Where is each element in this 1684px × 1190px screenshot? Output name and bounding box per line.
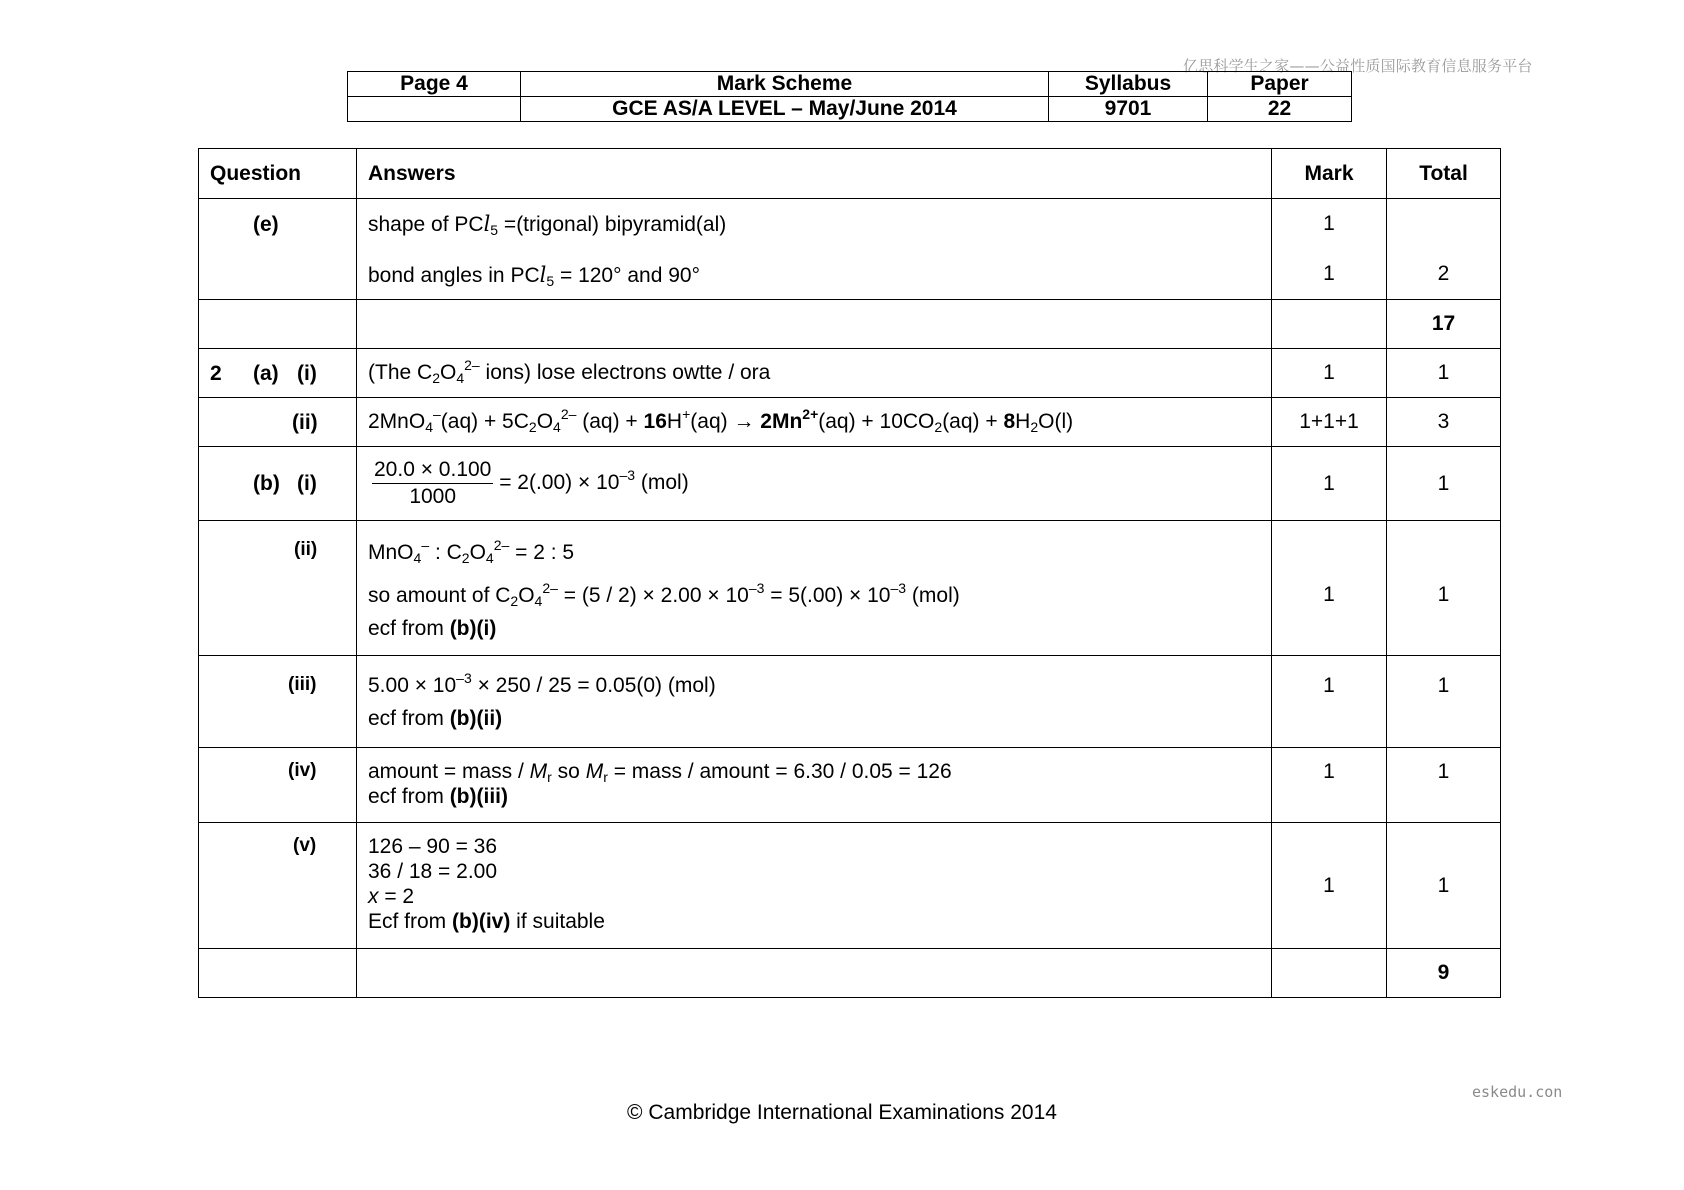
header-paper-label: Paper: [1208, 72, 1352, 97]
table-row: [199, 823, 1501, 949]
answer-line: shape of PCl$_5$ =(trigonal) bipyramid(al): [368, 212, 727, 238]
header-page: Page 4: [348, 72, 521, 97]
total-cell: 1: [1387, 447, 1501, 521]
footer-copyright: © Cambridge International Examinations 2014: [627, 1101, 1057, 1124]
table-row: [199, 949, 1501, 998]
mark-cell: 1: [1272, 823, 1387, 949]
answer-cell: $5.00 \times 10^{-3} \times 250 / 25 = 0.05(0)$ (mol) ecf from (b)(ii): [357, 656, 1272, 748]
mark-cell: 1: [1272, 656, 1387, 748]
answer-cell: $\frac{20.0 \times 0.100}{1000}$ = $2(.00) \times 10^{-3}$ (mol): [357, 447, 1272, 521]
answer-cell: $2MnO_4^-(aq) + 5C_2O_4^{2-}$ $(aq) + 16H^+(aq) \to 2Mn^{2+}(aq) + 10CO_2(aq) + 8H_2O(l)$: [357, 398, 1272, 447]
fraction: $\frac{20.0 \times 0.100}{1000}$: [374, 458, 492, 508]
col-mark: Mark: [1272, 149, 1387, 199]
header-empty: [348, 97, 521, 122]
header-title: Mark Scheme: [521, 72, 1049, 97]
col-total: Total: [1387, 149, 1501, 199]
total-cell: 1: [1387, 521, 1501, 656]
mark-cell: 1: [1272, 447, 1387, 521]
table-row: [199, 521, 1501, 656]
watermark-bottom: eskedu.con: [1472, 1083, 1563, 1101]
watermark-top: 亿思科学生之家——公益性质国际教育信息服务平台: [1183, 57, 1533, 75]
table-row: [199, 349, 1501, 398]
answer-line: bond angles in PCl$_5$ = 120° and 90°: [368, 263, 700, 289]
header-subtitle: GCE AS/A LEVEL – May/June 2014: [521, 97, 1049, 122]
section-total: 17: [1387, 300, 1501, 349]
total-cell: 3: [1387, 398, 1501, 447]
mark-scheme-table: [198, 148, 1501, 998]
question-cell: (iii): [199, 656, 357, 748]
table-row: [199, 447, 1501, 521]
total-cell: 2: [1387, 199, 1501, 300]
answer-cell: (The $C_2O_4^{2-}$ ions) lose electrons owtte / ora: [357, 349, 1272, 398]
total-cell: 1: [1387, 349, 1501, 398]
answer-cell: amount = mass / $M_r$ so $M_r$ = mass / amount = 6.30 / 0.05 = 126 ecf from (b)(iii): [357, 748, 1272, 823]
table-header-row: [199, 149, 1501, 199]
header-syllabus-label: Syllabus: [1049, 72, 1208, 97]
header-paper: 22: [1208, 97, 1352, 122]
mark-cell: 1 1: [1272, 199, 1387, 300]
mark-cell: 1: [1272, 349, 1387, 398]
answer-cell: 126 – 90 = 36 36 / 18 = 2.00 x = 2 Ecf from (b)(iv) if suitable: [357, 823, 1272, 949]
question-cell: (v): [199, 823, 357, 949]
total-cell: 1: [1387, 823, 1501, 949]
answer-cell: [357, 199, 1272, 300]
question-label: (e): [253, 213, 279, 236]
total-cell: 1: [1387, 748, 1501, 823]
question-cell: (ii): [199, 521, 357, 656]
answer-cell: MnO$_4$– : $C_2O_4^{2-} = 2$ : 5 so amount of $C_2O_4^{2-} = (5 / 2) \times 2.00 \times 10^{-3} = 5(.00) \times 10^{-3}$ (mol) ecf from (b)(i): [357, 521, 1272, 656]
total-cell: 1: [1387, 656, 1501, 748]
question-cell: 2 (a) (i): [199, 349, 357, 398]
col-answers: Answers: [357, 149, 1272, 199]
col-question: Question: [199, 149, 357, 199]
table-row: [199, 300, 1501, 349]
header-syllabus: 9701: [1049, 97, 1208, 122]
table-row: [199, 398, 1501, 447]
section-total: 9: [1387, 949, 1501, 998]
mark-cell: 1: [1272, 748, 1387, 823]
mark-cell: 1+1+1: [1272, 398, 1387, 447]
question-cell: (ii): [199, 398, 357, 447]
mark-cell: 1: [1272, 521, 1387, 656]
table-row: [199, 199, 1501, 300]
table-row: [199, 656, 1501, 748]
question-cell: [199, 199, 357, 300]
header-table: [347, 71, 1352, 122]
question-cell: (iv): [199, 748, 357, 823]
question-cell: (b) (i): [199, 447, 357, 521]
table-row: [199, 748, 1501, 823]
